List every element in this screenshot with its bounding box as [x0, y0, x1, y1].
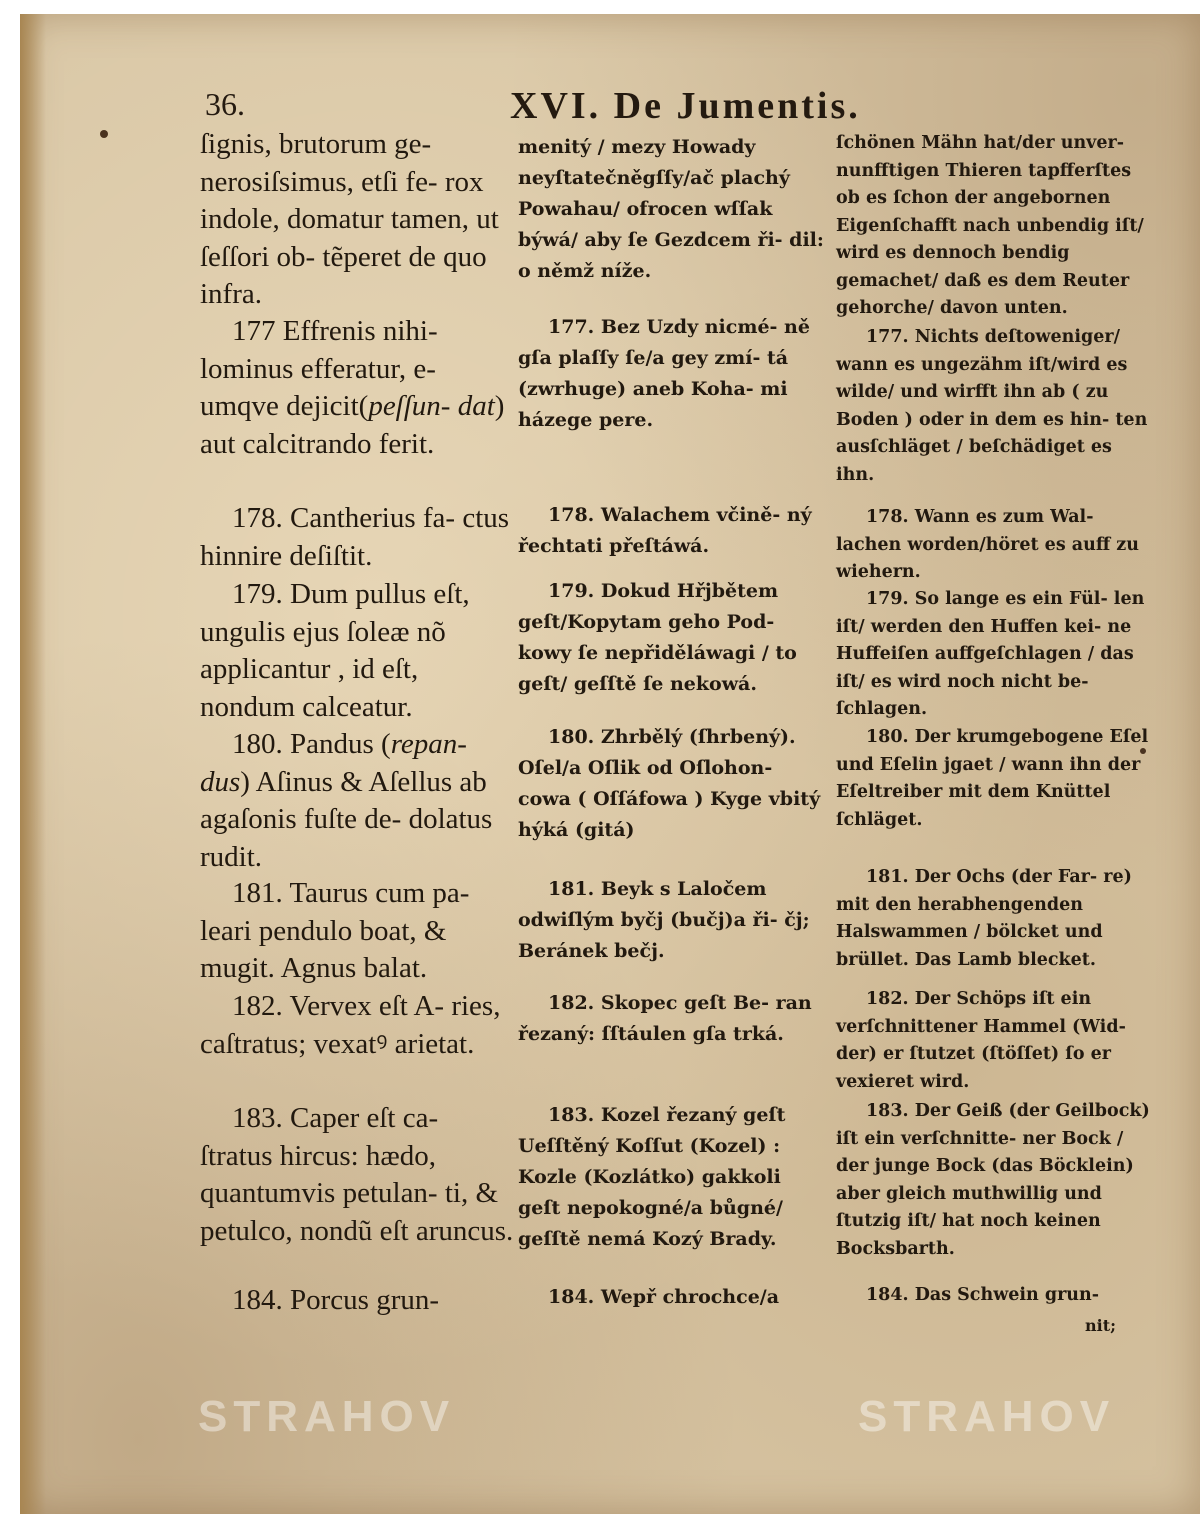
page-gutter-shadow	[20, 14, 46, 1514]
latin-italic-gloss: peſſun- dat	[368, 390, 495, 422]
czech-text: 183. Kozel řezaný geſt Ueſſtěný Koſſut (Kozel) : Kozle (Kozlátko) gakkoli geſt nepokogné/a bůgné/ geſſtě nemá Kozý Brady.	[518, 1104, 786, 1250]
german-text: 180. Der krumgebogene Eſel und Eſelin jgaet / wann ihn der Eſeltreiber mit dem Knüttel ſchläget.	[836, 727, 1149, 830]
latin-text: 177 Effrenis nihi- lominus efferatur, e- umqve dejicit(	[200, 315, 438, 422]
czech-text: 178. Walachem včině- ný řechtati přeſtáwá.	[518, 504, 812, 557]
czech-text: 181. Beyk s Laločem odwiſlým byčj (bučj)a ři- čj; Beránek bečj.	[518, 878, 810, 962]
running-title: XVI. De Jumentis.	[510, 85, 861, 127]
latin-text: 179. Dum pullus eſt, ungulis ejus ſoleæ nõ applicantur , id eſt, nondum calceatur.	[200, 578, 470, 723]
latin-italic-gloss: repan- dus	[200, 728, 467, 798]
latin-paragraph-181	[200, 875, 515, 988]
latin-paragraph-177	[200, 313, 515, 463]
latin-paragraph-178	[200, 500, 515, 575]
german-paragraph-182	[836, 986, 1150, 1096]
latin-paragraph-179	[200, 576, 515, 726]
german-paragraph-178	[836, 504, 1150, 587]
german-paragraph-183	[836, 1098, 1150, 1263]
latin-paragraph-182	[200, 988, 515, 1063]
latin-text: 180. Pandus (	[232, 728, 391, 760]
czech-paragraph-182	[518, 988, 828, 1050]
czech-text: 177. Bez Uzdy nicmé- ně gſa plaſſy ſe/a gey zmí- tá (zwrhuge) aneb Koha- mi házege pere.	[518, 316, 810, 431]
latin-paragraph-180	[200, 726, 515, 876]
latin-text: ſignis, brutorum ge- nerosiſsimus, etſi fe- rox indole, domatur tamen, ut ſeſſori ob- tẽperet de quo infra.	[200, 128, 499, 310]
latin-text-180	[200, 726, 515, 876]
czech-paragraph-180	[518, 722, 828, 846]
german-text: ſchönen Mähn hat/der unver- nunfftigen Thieren tapfferſtes ob es ſchon der angebornen Eigenſchafft nach unbendig iſt/ wird es dennoch bendig gemachet/ daß es dem Reuter gehorche/ davon unten.	[836, 133, 1144, 318]
german-paragraph-180	[836, 724, 1150, 834]
german-text: 182. Der Schöps iſt ein verſchnittener Hammel (Wid- der) er ſtutzet (ſtöſſet) ſo er vexieret wird.	[836, 989, 1126, 1092]
latin-text: ) Aſinus & Aſellus ab agaſonis fuſte de- dolatus rudit.	[200, 765, 493, 873]
czech-text: 184. Wepř chrochce/a	[548, 1286, 780, 1308]
german-text: 178. Wann es zum Wal- lachen worden/höret es auff zu wiehern.	[836, 507, 1139, 582]
latin-paragraph-183	[200, 1100, 515, 1250]
german-text: 184. Das Schwein grun-	[866, 1285, 1100, 1305]
czech-paragraph-181	[518, 874, 828, 967]
czech-paragraph-179	[518, 576, 828, 700]
german-text: 177. Nichts deſtoweniger/ wann es ungezähm iſt/wird es wilde/ und wirfft ihn ab ( zu Boden ) oder in dem es hin- ten ausſchläget / beſchädiget es ihn.	[836, 327, 1148, 485]
czech-text: 179. Dokud Hřjbětem geſt/Kopytam geho Pod- kowy ſe nepřiděláwagi / to geſt/ geſſtě ſe nekowá.	[518, 580, 797, 695]
latin-text: 178. Cantherius fa- ctus hinnire deſiſtit.	[200, 502, 510, 572]
latin-text: 184. Porcus grun-	[232, 1284, 440, 1316]
watermark-right: STRAHOV	[858, 1392, 1116, 1441]
page-number: 36.	[205, 86, 245, 122]
latin-text: 183. Caper eſt ca- ſtratus hircus: hædo, quantumvis petulan- ti, & petulco, nondũ eſt aruncus.	[200, 1102, 514, 1247]
czech-paragraph-183	[518, 1100, 828, 1255]
czech-text: 182. Skopec geſt Be- ran řezaný: ſſtáulen gſa trká.	[518, 992, 812, 1045]
german-paragraph-intro	[836, 130, 1150, 323]
german-text: 181. Der Ochs (der Far- re) mit den herabhengenden Halswammen / bölcket und brüllet. Das Lamb blecket.	[836, 867, 1132, 970]
watermark-left: STRAHOV	[198, 1392, 456, 1441]
german-paragraph-177	[836, 324, 1150, 489]
czech-paragraph-177	[518, 312, 828, 436]
czech-paragraph-178	[518, 500, 828, 562]
german-paragraph-179	[836, 586, 1150, 724]
latin-text: 182. Vervex eſt A- ries, caſtratus; vexatꝰ arietat.	[200, 990, 501, 1060]
german-paragraph-181	[836, 864, 1150, 974]
czech-paragraph-intro	[518, 132, 828, 287]
latin-text: 181. Taurus cum pa- leari pendulo boat, & mugit. Agnus balat.	[200, 877, 470, 984]
latin-paragraph-intro	[200, 126, 515, 314]
latin-text: ) aut calcitrando ferit.	[200, 390, 505, 460]
latin-text-177	[200, 313, 515, 463]
czech-text: 180. Zhrbělý (ſhrbený). Oſel/a Oſlik od Oſlohon- cowa ( Oſſáfowa ) Kyge vbitý hýká (gitá)	[518, 726, 821, 841]
german-text: 183. Der Geiß (der Geilbock) iſt ein verſchnitte- ner Bock / der junge Bock (das Böcklein) aber gleich muthwillig und ſtutzig iſt/ hat noch keinen Bocksbarth.	[836, 1101, 1150, 1259]
german-text: 179. So lange es ein Fül- len iſt/ werden den Huffen kei- ne Huffeiſen auffgeſchlagen / das iſt/ es wird noch nicht be- ſchlagen.	[836, 589, 1145, 719]
czech-text: menitý / mezy Howady neyſtatečněgſſy/ač plachý Powahau/ ofrocen wſſak býwá/ aby ſe Gezdcem ři- dil: o němž níže.	[518, 136, 824, 282]
ink-spot	[100, 130, 108, 138]
german-paragraph-184	[836, 1282, 1150, 1310]
page-header	[205, 86, 1165, 126]
catchword: nit;	[1085, 1316, 1117, 1335]
latin-paragraph-184	[200, 1282, 515, 1320]
czech-paragraph-184	[518, 1282, 828, 1313]
